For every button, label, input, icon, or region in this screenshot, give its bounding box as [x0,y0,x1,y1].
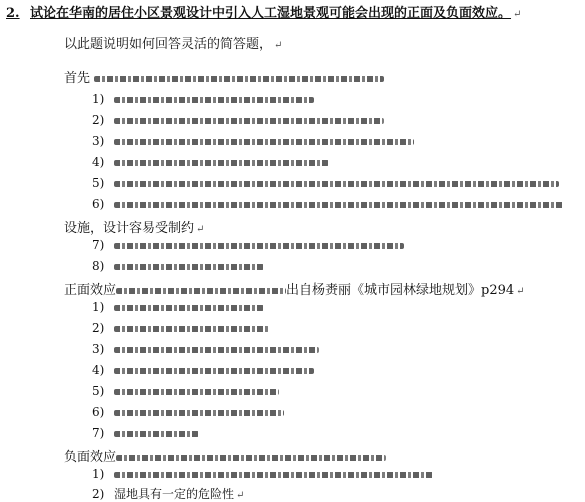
list-item: 5) [92,176,559,190]
list-item: 7) [92,238,404,252]
section-negative-heading [64,446,386,465]
obscured-text [114,431,199,437]
list-item: 8) [92,259,264,273]
obscured-text [116,288,286,294]
obscured-text [116,455,386,461]
obscured-text [114,243,404,249]
list-item: 6) [92,405,284,419]
list-item: 2) 湿地具有一定的危险性 ↵ [92,487,245,501]
obscured-text [114,347,319,353]
obscured-text [114,368,314,374]
obscured-text [114,139,414,145]
list-item: 4) [92,363,314,377]
section-positive-tail: 出自杨赉丽《城市园林绿地规划》p294 [286,283,515,298]
obscured-text [114,160,329,166]
list-item: 4) [92,155,329,169]
list-item: 3) [92,134,414,148]
list-item: 1) [92,300,264,314]
section-positive-label: 正面效应 [64,283,117,298]
section-first-label: 首先 [64,71,91,86]
paragraph-mark: ↵ [516,286,525,297]
list-item: 2) [92,113,384,127]
obscured-text [114,305,264,311]
list-item: 6) [92,197,564,211]
paragraph-mark: ↵ [274,40,283,51]
obscured-text [114,264,264,270]
question-title [6,2,521,21]
question-text: 试论在华南的居住小区景观设计中引入人工湿地景观可能会出现的正面及负面效应。 [30,6,512,21]
list-item: 7) [92,426,199,440]
obscured-text [114,410,284,416]
list-item: 1) [92,467,434,481]
obscured-text [114,389,279,395]
obscured-text [114,97,314,103]
paragraph-mark: ↵ [236,490,245,501]
obscured-text [114,326,269,332]
obscured-text [114,118,384,124]
obscured-text [114,202,564,208]
continuation-text: 设施，设计容易受制约 [64,221,195,236]
section-first-heading [64,67,384,86]
continuation-line [64,217,204,236]
obscured-text [114,181,559,187]
section-negative-label: 负面效应 [64,450,117,465]
list-item-text: 湿地具有一定的危险性 [114,487,235,501]
section-positive-heading [64,279,525,298]
intro-line [64,33,282,52]
list-item: 2) [92,321,269,335]
list-item: 5) [92,384,279,398]
obscured-text [114,472,434,478]
obscured-text [94,76,384,82]
list-item: 3) [92,342,319,356]
list-item: 1) [92,92,314,106]
question-number: 2. [6,6,20,21]
paragraph-mark: ↵ [513,9,522,20]
intro-text: 以此题说明如何回答灵活的简答题， [64,37,273,52]
paragraph-mark: ↵ [196,224,205,235]
